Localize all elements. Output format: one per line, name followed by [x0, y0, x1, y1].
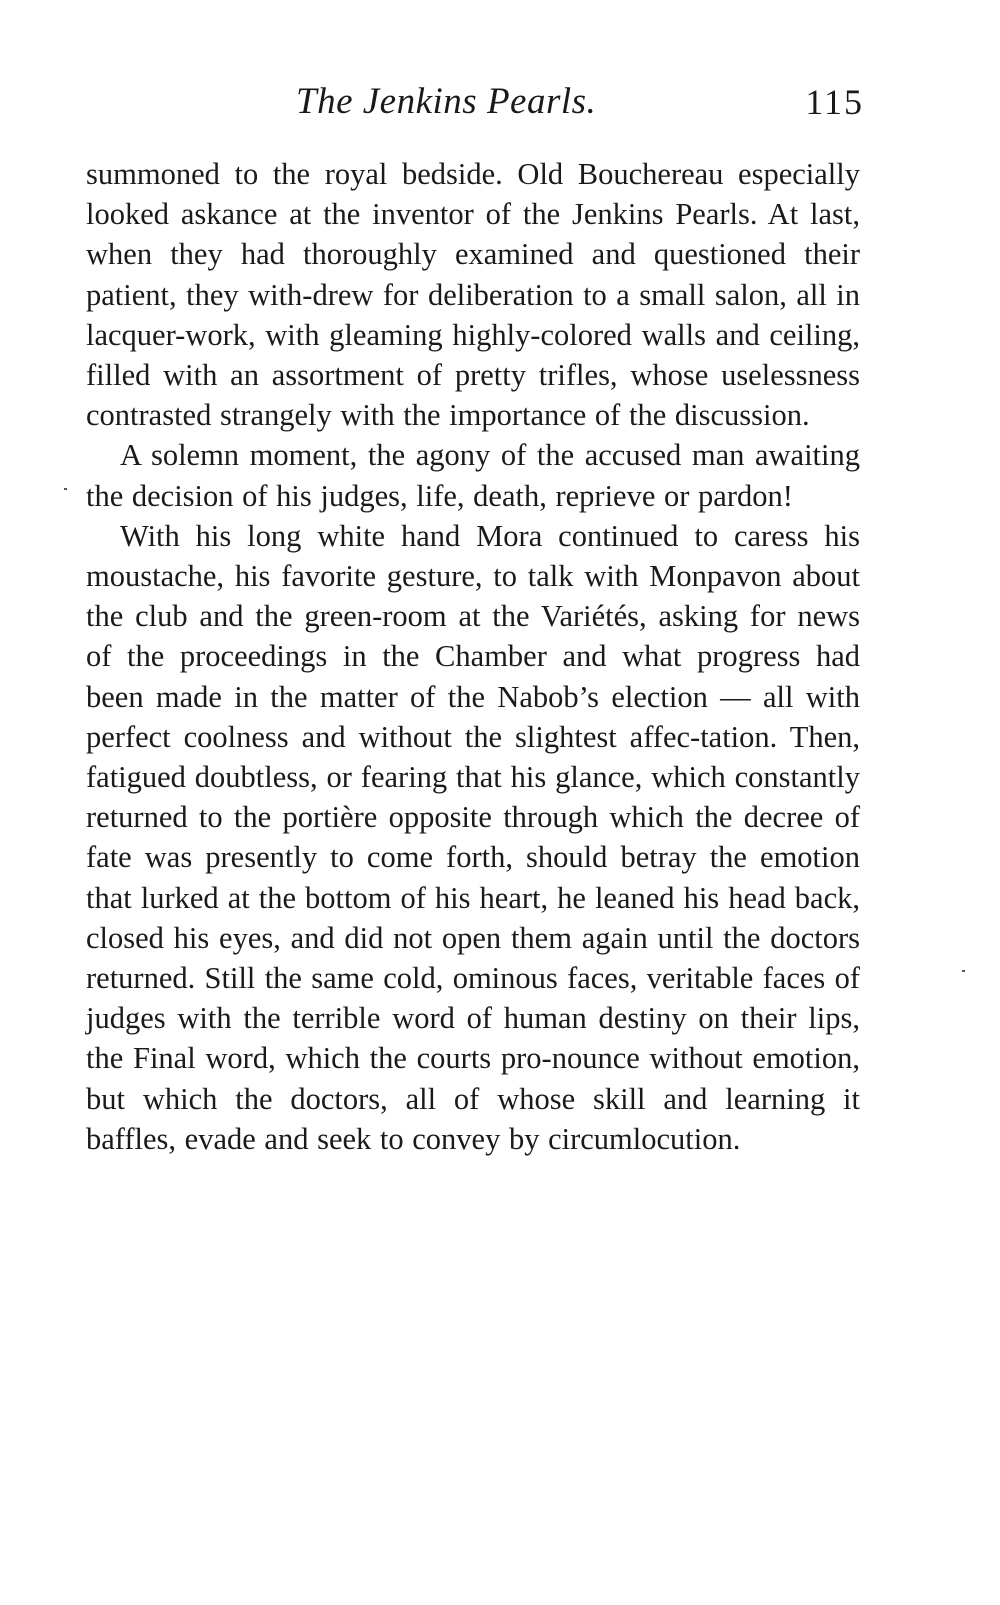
paragraph-continued: summoned to the royal bedside. Old Bouchereau especially looked askance at the inventor of the Jenkins Pearls. At last, when they had thoroughly examined and questioned their patient, they with-drew for deliberation to a small salon, all in lacquer-work, with gleaming highly-colored walls and ceiling, filled with an assortment of pretty trifles, whose uselessness contrasted strangely with the importance of the discussion. — [86, 157, 860, 433]
margin-speck — [962, 970, 965, 972]
margin-speck — [64, 488, 67, 490]
body-text — [86, 154, 860, 1159]
paragraph: A solemn moment, the agony of the accused man awaiting the decision of his judges, life, death, reprieve or pardon! — [86, 438, 860, 513]
running-head — [84, 78, 864, 128]
page-number: 115 — [805, 82, 864, 122]
running-title: The Jenkins Pearls. — [296, 81, 597, 122]
paragraph: With his long white hand Mora continued to caress his moustache, his favorite gesture, to talk with Monpavon about the club and the green-room at the Variétés, asking for news of the proceedings in the Chamber and what progress had been made in the matter of the Nabob’s election — all with perfect coolness and without the slightest affec-tation. Then, fatigued doubtless, or fearing that his glance, which constantly returned to the portière opposite through which the decree of fate was presently to come forth, should betray the emotion that lurked at the bottom of his heart, he leaned his head back, closed his eyes, and did not open them again until the doctors returned. Still the same cold, ominous faces, veritable faces of judges with the terrible word of human destiny on their lips, the Final word, which the courts pro-nounce without emotion, but which the doctors, all of whose skill and learning it baffles, evade and seek to convey by circumlocution. — [86, 518, 860, 1156]
